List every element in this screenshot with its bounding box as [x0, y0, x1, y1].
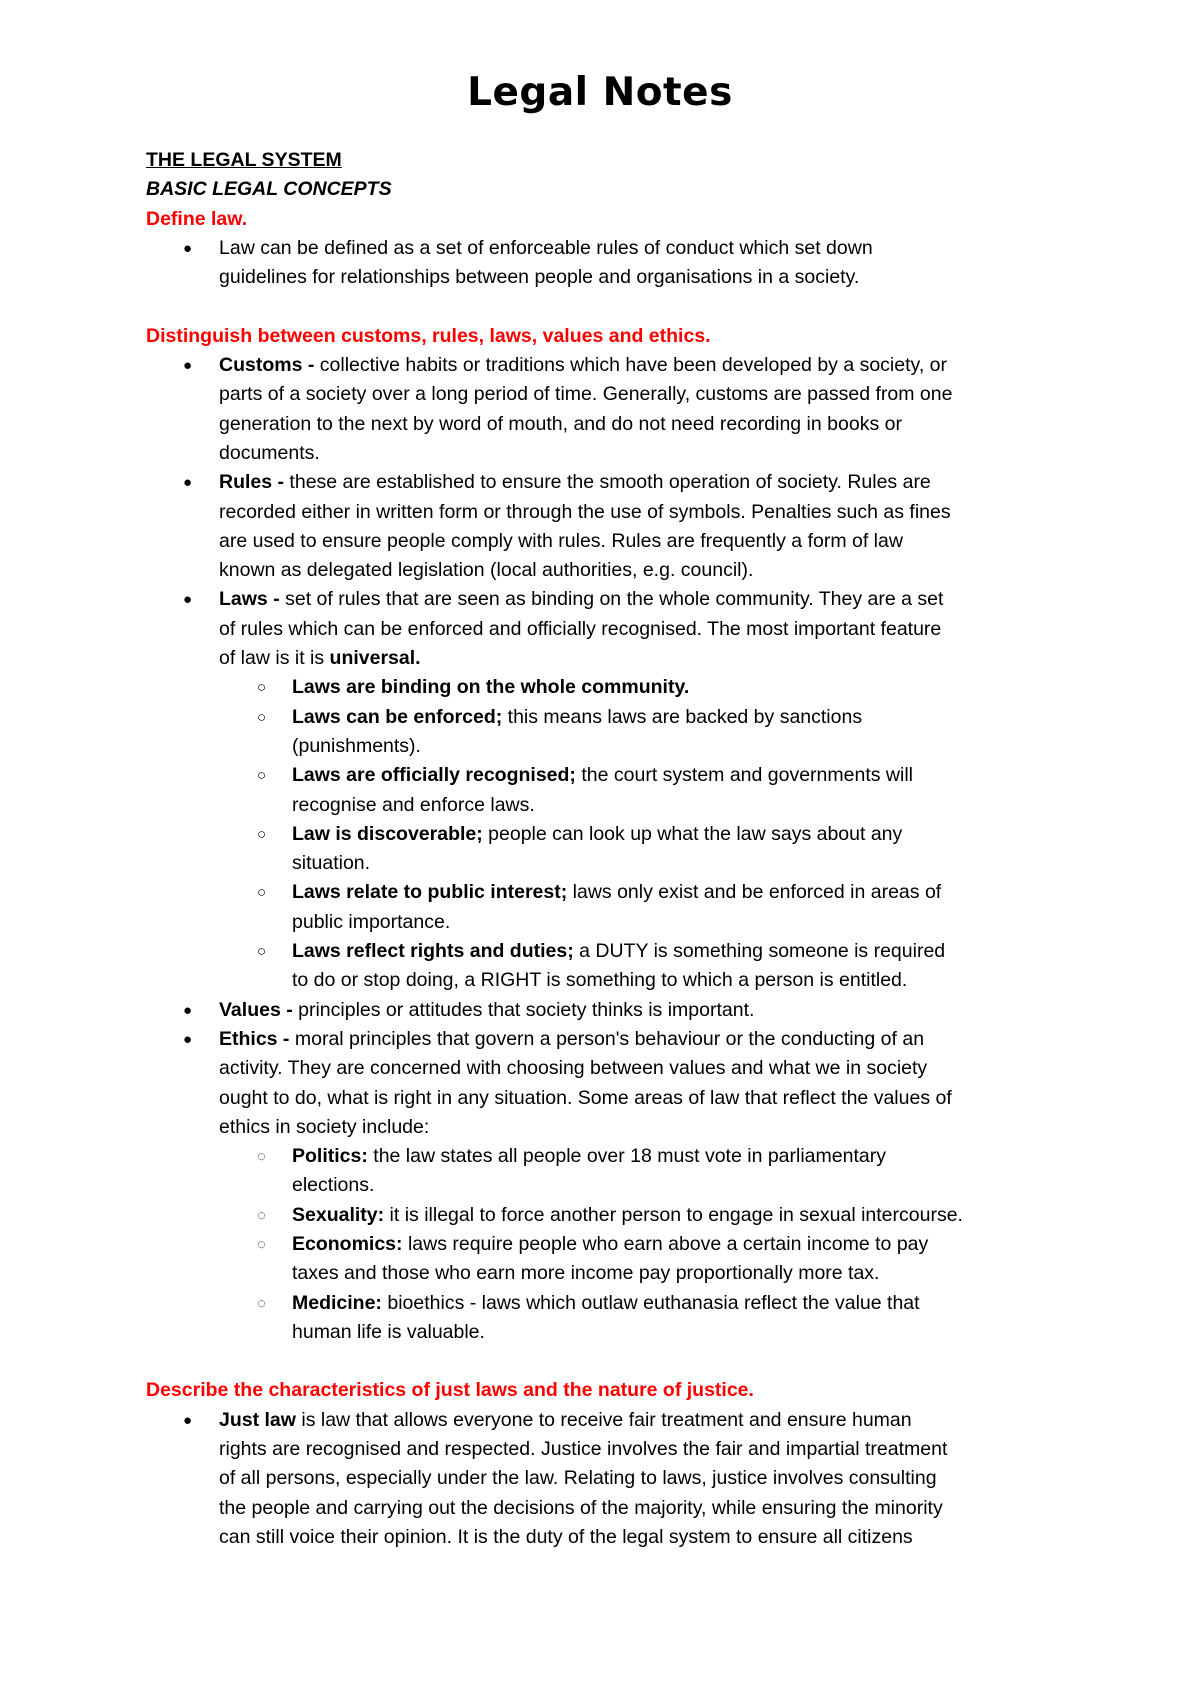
term-label: Just law — [219, 1408, 296, 1431]
text-line: parts of a society over a long period of time. Generally, customs are passed from one — [219, 383, 953, 406]
list-item-ethics — [146, 1025, 1086, 1142]
list-item-law-definition — [146, 234, 1086, 293]
text-line: elections. — [292, 1174, 375, 1197]
circle-bullet-icon: ○ — [257, 943, 267, 961]
bullet-icon: ● — [183, 1001, 193, 1019]
text-line: set of rules that are seen as binding on the whole community. They are a set — [279, 588, 944, 611]
term-label: Rules - — [219, 471, 285, 494]
text-line: bioethics - laws which outlaw euthanasia reflect the value that — [381, 1291, 920, 1314]
question-distinguish: Distinguish between customs, rules, laws, values and ethics. — [146, 324, 711, 347]
term-label: Customs - — [219, 354, 315, 377]
document-body — [146, 146, 1086, 1552]
text-line: of all persons, especially under the law. Relating to laws, justice involves consulting — [219, 1467, 937, 1490]
sub-item-enforced — [146, 703, 1086, 762]
text-line: documents. — [219, 441, 320, 464]
text-line: laws require people who earn above a certain income to pay — [402, 1232, 929, 1255]
sub-item-discoverable — [146, 820, 1086, 879]
text-line: ethics in society include: — [219, 1115, 430, 1138]
list-item-values — [146, 996, 1086, 1025]
term-label: Laws reflect rights and duties; — [292, 940, 574, 963]
text-line: human life is valuable. — [292, 1320, 485, 1343]
circle-bullet-icon: ○ — [257, 767, 267, 785]
text-line: it is illegal to force another person to engage in sexual intercourse. — [384, 1203, 963, 1226]
list-item-rules — [146, 468, 1086, 585]
dotted-circle-icon: ◌ — [257, 1294, 266, 1312]
bullet-icon: ● — [183, 239, 193, 257]
bullet-icon: ● — [183, 474, 193, 492]
term-label: Medicine: — [292, 1291, 382, 1314]
term-label: Sexuality: — [292, 1203, 385, 1226]
dotted-circle-icon: ◌ — [257, 1148, 266, 1166]
text-line: the law states all people over 18 must vote in parliamentary — [367, 1145, 886, 1168]
circle-bullet-icon: ○ — [257, 679, 267, 697]
text-line: activity. They are concerned with choosing between values and what we in society — [219, 1057, 928, 1080]
term-label: Ethics - — [219, 1027, 290, 1050]
text-line: moral principles that govern a person's behaviour or the conducting of an — [289, 1027, 925, 1050]
text-line: are used to ensure people comply with rules. Rules are frequently a form of law — [219, 529, 903, 552]
blank-line — [146, 1347, 1086, 1376]
text-line: ought to do, what is right in any situation. Some areas of law that reflect the values of — [219, 1086, 952, 1109]
dotted-circle-icon: ◌ — [257, 1206, 266, 1224]
text-line: collective habits or traditions which have been developed by a society, or — [314, 354, 948, 377]
blank-line — [146, 292, 1086, 321]
sub-item-economics — [146, 1230, 1086, 1289]
text-line: of rules which can be enforced and officially recognised. The most important feature — [219, 617, 942, 640]
circle-bullet-icon: ○ — [257, 884, 267, 902]
bullet-icon: ● — [183, 1411, 193, 1429]
text-line: to do or stop doing, a RIGHT is something to which a person is entitled. — [292, 969, 908, 992]
sub-item-binding — [146, 673, 1086, 702]
heading-legal-system: THE LEGAL SYSTEM — [146, 149, 342, 171]
bullet-icon: ● — [183, 357, 193, 375]
sub-item-medicine — [146, 1289, 1086, 1348]
heading-basic-concepts: BASIC LEGAL CONCEPTS — [146, 178, 392, 201]
circle-bullet-icon: ○ — [257, 825, 267, 843]
term-label: Laws are officially recognised; — [292, 764, 576, 787]
text-line: laws only exist and be enforced in areas of — [567, 881, 942, 904]
term-label: Economics: — [292, 1232, 403, 1255]
bullet-icon: ● — [183, 1030, 193, 1048]
term-label: Laws - — [219, 588, 280, 611]
bullet-icon: ● — [183, 591, 193, 609]
circle-bullet-icon: ○ — [257, 708, 267, 726]
dotted-circle-icon: ◌ — [257, 1235, 266, 1253]
text-line: Law can be defined as a set of enforceable rules of conduct which set down — [219, 236, 873, 259]
question-just-laws: Describe the characteristics of just laws and the nature of justice. — [146, 1379, 754, 1402]
term-label: Laws are binding on the whole community. — [292, 676, 690, 699]
text-line: principles or attitudes that society thinks is important. — [292, 998, 755, 1021]
text-line: (punishments). — [292, 734, 421, 757]
page-title: Legal Notes — [467, 70, 733, 115]
term-universal: universal. — [329, 647, 421, 670]
text-line: a DUTY is something someone is required — [573, 940, 946, 963]
text-line: rights are recognised and respected. Justice involves the fair and impartial treatment — [219, 1438, 948, 1461]
list-item-customs — [146, 351, 1086, 468]
term-label: Laws can be enforced; — [292, 705, 503, 728]
question-define-law: Define law. — [146, 207, 248, 230]
text-line: people can look up what the law says about any — [482, 822, 903, 845]
term-label: Values - — [219, 998, 293, 1021]
sub-item-public-interest — [146, 878, 1086, 937]
text-line: of law is it is — [219, 647, 330, 670]
text-line: situation. — [292, 852, 371, 875]
text-line: this means laws are backed by sanctions — [502, 705, 863, 728]
sub-item-recognised — [146, 761, 1086, 820]
text-line: is law that allows everyone to receive fair treatment and ensure human — [295, 1408, 912, 1431]
sub-item-politics — [146, 1142, 1086, 1201]
text-line: can still voice their opinion. It is the duty of the legal system to ensure all citizens — [219, 1525, 913, 1548]
text-line: recognise and enforce laws. — [292, 793, 535, 816]
text-line: known as delegated legislation (local authorities, e.g. council). — [219, 559, 754, 582]
text-line: these are established to ensure the smooth operation of society. Rules are — [284, 471, 931, 494]
text-line: taxes and those who earn more income pay proportionally more tax. — [292, 1262, 880, 1285]
text-line: the people and carrying out the decisions of the majority, while ensuring the minority — [219, 1496, 943, 1519]
sub-item-sexuality — [146, 1201, 1086, 1230]
text-line: the court system and governments will — [575, 764, 913, 787]
list-item-laws — [146, 585, 1086, 673]
text-line: recorded either in written form or through the use of symbols. Penalties such as fines — [219, 500, 951, 523]
text-line: public importance. — [292, 910, 451, 933]
term-label: Law is discoverable; — [292, 822, 483, 845]
text-line: guidelines for relationships between people and organisations in a society. — [219, 266, 860, 289]
list-item-just-law — [146, 1406, 1086, 1552]
term-label: Laws relate to public interest; — [292, 881, 568, 904]
sub-item-rights-duties — [146, 937, 1086, 996]
term-label: Politics: — [292, 1145, 368, 1168]
text-line: generation to the next by word of mouth, and do not need recording in books or — [219, 412, 902, 435]
